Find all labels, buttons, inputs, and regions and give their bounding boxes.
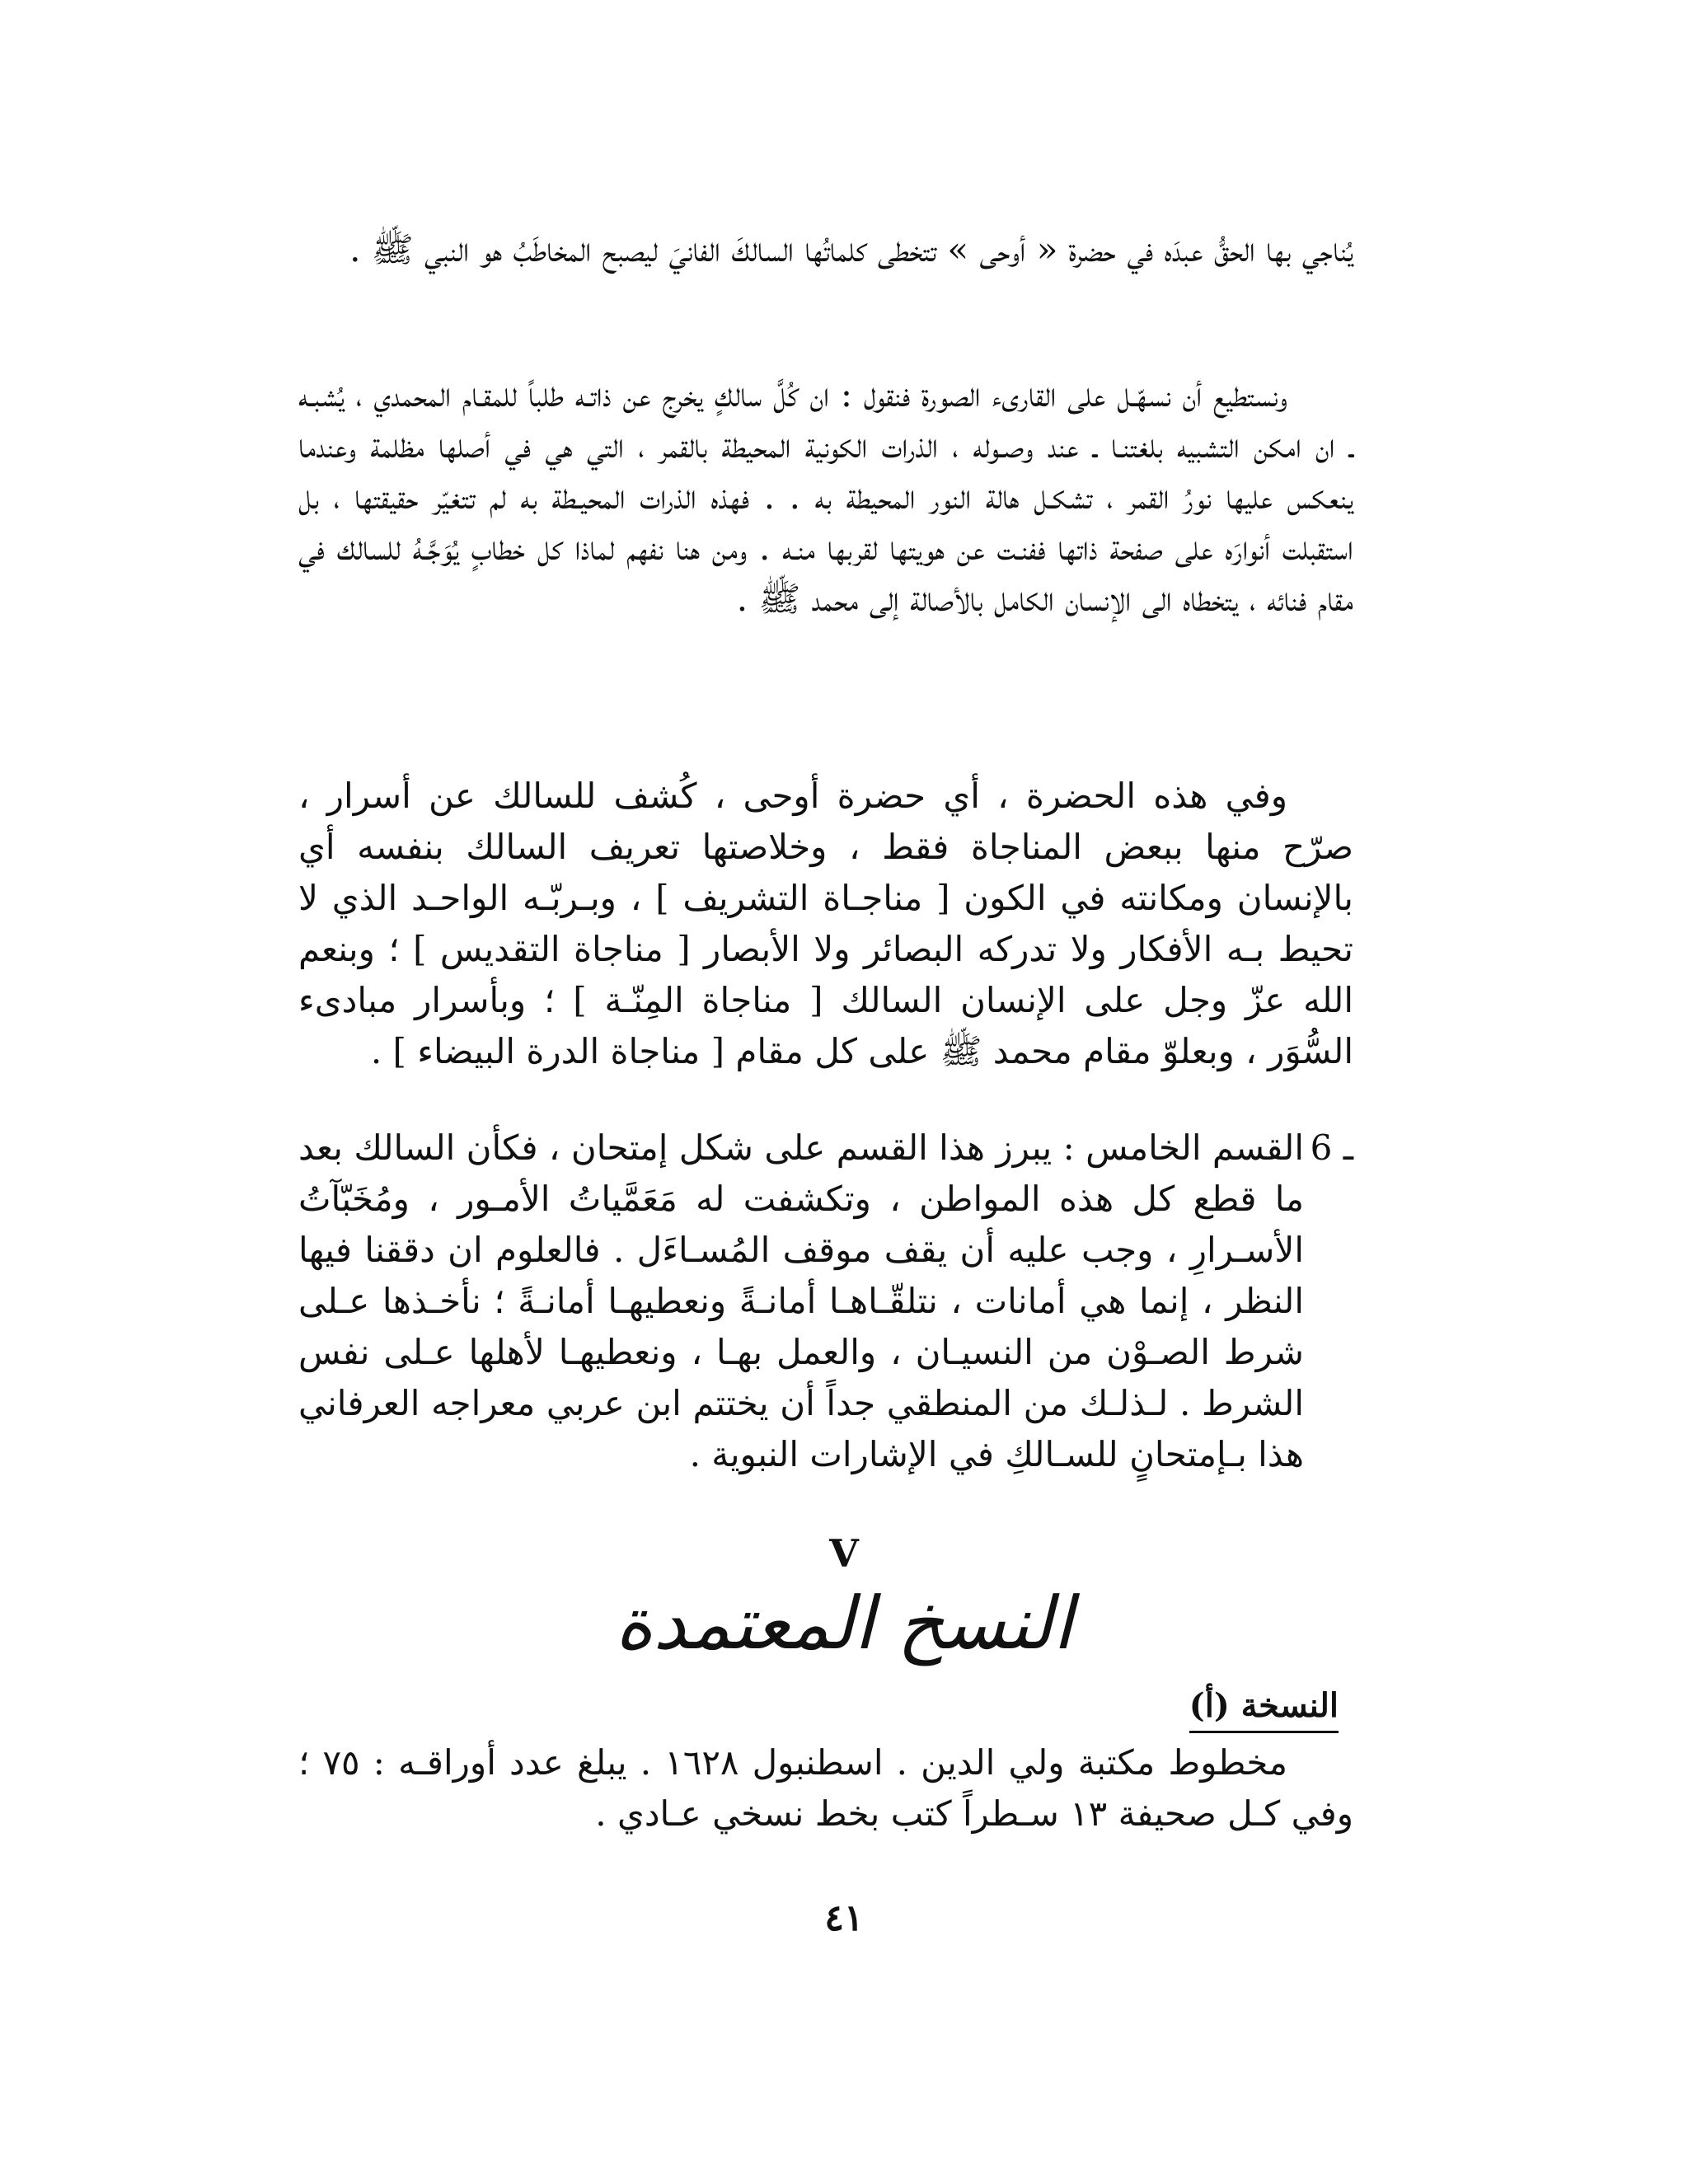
section-title: النسخ المعتمدة bbox=[615, 1581, 1073, 1666]
paragraph-1 bbox=[298, 224, 1353, 275]
paragraph-text: يُناجي بها الحقُّ عبدَه في حضرة « أوحى » تتخطى كلماتُها السالكَ الفانيَ ليصبح المخاطَبُ هو النبي ﷺ . bbox=[349, 229, 1353, 269]
paragraph-text: ونستطيع أن نسهّـل على القارىء الصورة فنقول : ان كُلَّ سالكٍ يخرج عن ذاتـه طلباً للمقـام المحمدي ، يُشبـه ـ ان امكن التشبيه بلغتنـا ـ عند وصـوله ، الذرات الكونية المحيطة بالقمر ، التي هي في أصلها مظلمة وعندما ينعكس عليها نورُ القمر ، تشكـل هالة النور المحيطة به . . فهذه الذرات المحيـطة به لم تتغيّر حقيقتها ، بل استقبلت أنوارَه على صفحة ذاتها ففنـت عن هويتها لقربها منـه . ومن هنا نفهم لماذا كل خطابٍ يُوَجَّـهُ للسالك في مقام فنائه ، يتخطاه الى الإنسان الكامل بالأصالة إلى محمد ﷺ . bbox=[298, 374, 1353, 619]
paragraph-2 bbox=[298, 369, 1353, 625]
paragraph-text: مخطوط مكتبة ولي الدين . اسطنبول ١٦٢٨ . يبلغ عدد أوراقـه : ٧٥ ؛ وفي كـل صحيفة ١٣ سـطراً كتب بخط نسخي عـادي . bbox=[298, 1742, 1353, 1834]
section-numeral: V bbox=[829, 1531, 859, 1576]
subheading: النسخة (أ) bbox=[1189, 1683, 1339, 1733]
paragraph-text: القسم الخامس : يبرز هذا القسم على شكل إمتحان ، فكأن السالك بعد ما قطع كل هذه المواطن ، وتكشفت له مَعَمَّياتُ الأمـور ، ومُخَبّآتُ الأسـرارِ ، وجب عليه أن يقف موقف المُسـاءَل . فالعلوم ان دققنا فيها النظر ، إنما هي أمانات ، نتلقّـاهـا أمانـةً ونعطيهـا أمانـةً ؛ نأخـذها عـلى شرط الصـوْن من النسيـان ، والعمل بهـا ، ونعطيهـا لأهلها عـلى نفس الشرط . لـذلـك من المنطقي جداً أن يختتم ابن عربي معراجه العرفاني هذا بـإمتحانٍ للسـالكِ في الإشارات النبوية . bbox=[298, 1127, 1305, 1474]
page-number: ٤١ bbox=[824, 1897, 864, 1939]
paragraph-5 bbox=[298, 1737, 1353, 1840]
paragraph-text: وفي هذه الحضرة ، أي حضرة أوحى ، كُشف للسالك عن أسرار ، صرّح منها ببعض المناجاة فقط ، وخلاصتها تعريف السالك بنفسه أي بالإنسان ومكانته في الكون [ مناجـاة التشريف ] ، وبـربّـه الواحـد الذي لا تحيط بـه الأفكار ولا تدركه البصائر ولا الأبصار [ مناجاة التقديس ] ؛ وبنعم الله عزّ وجل على الإنسان السالك [ مناجاة المِنّـة ] ؛ وبأسرار مبادىء السُّوَر ، وبعلوّ مقام محمد ﷺ على كل مقام [ مناجاة الدرة البيضاء ] . bbox=[298, 776, 1353, 1071]
list-item-6 bbox=[298, 1122, 1353, 1480]
list-item-number: 6 ـ bbox=[1310, 1127, 1353, 1168]
paragraph-3 bbox=[298, 771, 1353, 1077]
